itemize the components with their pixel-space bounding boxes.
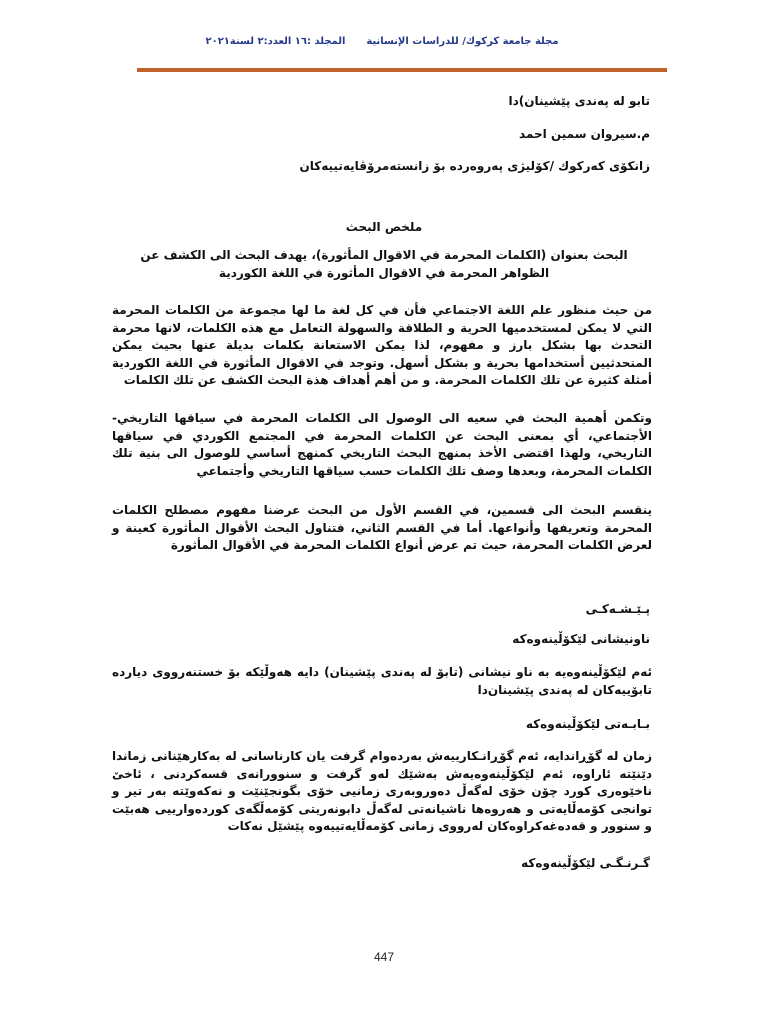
author-affiliation: زانكۆی كەركوك /كۆلیژی پەروەردە بۆ زانستەمرۆڤایەتییەكان — [299, 159, 650, 173]
section-title-topic: بـابـەتی لێكۆڵینەوەكە — [525, 717, 650, 731]
header-divider — [137, 68, 667, 72]
introduction-heading: پـێـشـەكـی — [585, 602, 650, 616]
author-name: م.سيروان سمين احمد — [519, 127, 650, 141]
section-text-subject: ئەم لێكۆڵینەوەیە بە ناو نیشانی (تابۆ لە پەندی پێشینان) دایە هەوڵێكە بۆ خستنەرووی دیاردە تابۆییەكان لە پەندی پێشینان‌دا — [112, 665, 652, 697]
journal-issue: المجلد :١٦ العدد:٢ لسنة٢٠٢١ — [205, 36, 346, 47]
abstract-paragraph-2: من حيث منظور علم اللغة الاجتماعي فأن في كل لغة ما لها مجموعة من الكلمات المحرمة التي لا يمكن لمستخدميها الحرية و الطلاقة والسهولة التعامل مع هذه الكلمات، لانها محرمة التحدث بها بشكل بارز و مفهوم، لذا يمكن الاستعانة بكلمات بديلة عنها بحيث يمكن المتحدثيين أستخدامها بحرية و بشكل أسهل. وتوجد في الاقوال المأثورة في اللغة الكوردية أمثلة كثيرة عن تلك الكلمات المحرمة. و من أهم أهداف هذة البحث الكشف عن تلك الكلمات — [112, 303, 652, 387]
section-text-topic: زمان لە گۆڕاندایە، ئەم گۆڕانـكارییەش بەردەوام گرفت یان كارناسانی لە بەكارهێنانی زماندا دێنێتە ئاراوە، ئەم لێكۆڵینەوەیەش بەشێك لەو گرفت و سنوورانەی قسەكردنی ، ئاخێ ناخێوەری كورد چۆن خۆی لەگەڵ دەوروبەری زمانیی خۆی بگونجێنێت و نەكەوێتە بەر تیر و توانجی كۆمەڵایەتی و هەروەها ناشیانەتی لەگەڵ دابونەریتی كۆمەڵگەی كوردەوارییی هەبێت و سنوور و قەدەغەكراوەكان لەرووی زمانی كۆمەڵایەتییەوە پێشێل نەكات — [112, 749, 652, 833]
section-title-subject: ناونیشانی لێكۆڵینەوەكە — [512, 632, 650, 646]
journal-name: مجلة جامعة كركوك/ للدراسات الإنسانية — [366, 36, 559, 47]
abstract-heading: ملخص البحث — [345, 220, 423, 234]
page-number: 447 — [373, 950, 395, 964]
article-title: تابو لە پەندی پێشینان)دا — [508, 94, 650, 108]
abstract-paragraph-3: وتكمن أهمية البحث في سعيه الى الوصول الى الكلمات المحرمة في سياقها التاريخي-الأجتماعي، أي بمعنى البحث عن الكلمات المحرمة في المجتمع الكوردي في سياقها التاريخي، ولهذا اقتضى الأخذ بمنهج البحث التاريخي كمنهج أساسي للوصول الى بنية تلك الكلمات المحرمة، وبعدها وصف تلك الكلمات حسب سياقها التاريخي وأجتماعي — [112, 411, 652, 478]
abstract-paragraph-4: ينقسم البحث الى قسمين، في القسم الأول من البحث عرضنا مفهوم مصطلح الكلمات المحرمة وتعريفها وأنواعها. أما في القسم الثاني، فتناول البحث الأقوال المأثورة كعينة و لعرض الكلمات المحرمة، حيث تم عرض أنواع الكلمات المحرمة في الأقوال المأثورة — [112, 503, 652, 552]
journal-header — [196, 36, 568, 47]
section-title-importance: گـرنـگـی لێكۆڵینەوەكە — [521, 856, 650, 870]
abstract-paragraph-1: البحث بعنوان (الكلمات المحرمة في الاقوال المأثورة)، يهدف البحث الى الكشف عن الظواهر المحرمة في الاقوال المأثورة في اللغة الكوردية — [140, 248, 628, 280]
